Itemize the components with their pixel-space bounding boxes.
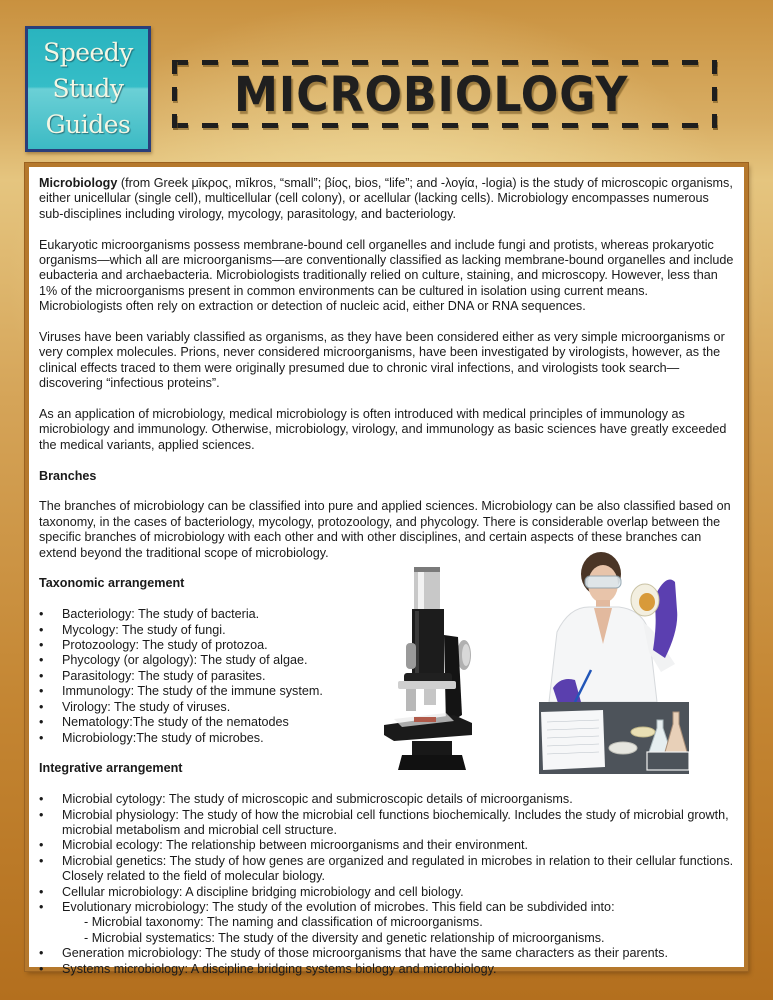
list-item: • Parasitology: The study of parasites. bbox=[39, 669, 734, 684]
scientist-image bbox=[539, 552, 689, 774]
content-panel bbox=[25, 163, 748, 976]
dashed-border-left bbox=[172, 60, 177, 128]
branches-heading: Branches bbox=[39, 468, 97, 483]
list-item: • Microbial cytology: The study of microscopic and submicroscopic details of microorganisms. bbox=[39, 792, 734, 807]
list-item: • Microbial physiology: The study of how the microbial cell functions biochemically. Includes the study of microbial growth, microbial metabolism and microbial cell structure. bbox=[39, 808, 734, 839]
intro-term: Microbiology bbox=[39, 176, 118, 190]
list-item: • Microbiology:The study of microbes. bbox=[39, 731, 734, 746]
logo-line-2: Study bbox=[52, 74, 124, 103]
list-item: • Evolutionary microbiology: The study of the evolution of microbes. This field can be subdivided into: bbox=[39, 900, 734, 915]
logo-line-1: Speedy bbox=[43, 38, 133, 67]
list-item: • Protozoology: The study of protozoa. bbox=[39, 638, 734, 653]
list-item: • Phycology (or algology): The study of algae. bbox=[39, 653, 734, 668]
speedy-study-guides-logo bbox=[25, 26, 151, 152]
list-item: • Mycology: The study of fungi. bbox=[39, 623, 734, 638]
title-banner bbox=[172, 60, 717, 128]
logo-line-3: Guides bbox=[45, 110, 131, 139]
list-item: • Nematology:The study of the nematodes bbox=[39, 715, 734, 730]
list-item: • Bacteriology: The study of bacteria. bbox=[39, 607, 734, 622]
list-item: • Immunology: The study of the immune system. bbox=[39, 684, 734, 699]
list-item: • Virology: The study of viruses. bbox=[39, 700, 734, 715]
sub-list-item: - Microbial systematics: The study of the diversity and genetic relationship of microorganisms. bbox=[84, 930, 605, 945]
paragraph-medical: As an application of microbiology, medical microbiology is often introduced with medical principles of immunology as microbiology and immunology. Otherwise, microbiology, virology, and immunology as basic sciences have greatly exceeded the medical variants, applied sciences. bbox=[39, 407, 727, 452]
integrative-heading: Integrative arrangement bbox=[39, 761, 183, 776]
paragraph-eukaryotic: Eukaryotic microorganisms possess membrane-bound cell organelles and include fungi and protists, whereas prokaryotic organisms—which all are microorganisms—are conventionally classified as lacking membrane-bound organelles and include eubacteria and archaebacteria. Microbiologists traditionally relied on culture, staining, and microscopy. However, less than 1% of the microorganisms present in common environments can be cultured in isolation using current means. Microbiologists often rely on extraction or detection of nucleic acid, either DNA or RNA sequences. bbox=[39, 237, 734, 314]
intro-text: (from Greek μῑκρος, mīkros, “small”; βίος, bios, “life”; and -λογία, -logia) is the study of microscopic organisms, either unicellular (single cell), multicellular (cell colony), or acellular (lacking cells). Microbiology encompasses numerous sub-disciplines including virology, mycology, parasitology, and bacteriology. bbox=[39, 176, 733, 221]
list-item: • Microbial genetics: The study of how genes are organized and regulated in microbes in relation to their cellular functions. Closely related to the field of molecular biology. bbox=[39, 854, 734, 885]
branches-paragraph: The branches of microbiology can be classified into pure and applied sciences. Microbiology can be also classified based on taxonomy, in the cases of bacteriology, mycology, protozoology, and phycology. There is considerable overlap between the specific branches of microbiology with each other and with other disciplines, and certain aspects of these branches can extend beyond the traditional scope of microbiology. bbox=[39, 499, 731, 560]
integrative-list bbox=[39, 792, 734, 977]
taxonomic-heading: Taxonomic arrangement bbox=[39, 576, 185, 591]
list-item: • Microbial ecology: The relationship between microorganisms and their environment. bbox=[39, 838, 734, 853]
page-title: MICROBIOLOGY bbox=[234, 67, 629, 123]
list-item: • Systems microbiology: A discipline bridging systems biology and microbiology. bbox=[39, 962, 734, 977]
list-item: • Cellular microbiology: A discipline bridging microbiology and cell biology. bbox=[39, 885, 734, 900]
paragraph-viruses: Viruses have been variably classified as organisms, as they have been considered either as very simple microorganisms or very complex molecules. Prions, never considered microorganisms, have been investigated by virologists, however, as the clinical effects traced to them were originally presumed due to chronic viral infections, and virologists took search—discovering “infectious proteins”. bbox=[39, 330, 725, 391]
dashed-border-bottom bbox=[172, 123, 717, 128]
list-item: • Generation microbiology: The study of those microorganisms that have the same characters as their parents. bbox=[39, 946, 734, 961]
dashed-border-top bbox=[172, 60, 717, 65]
microscope-image bbox=[384, 565, 494, 770]
dashed-border-right bbox=[712, 60, 717, 128]
intro-paragraph bbox=[39, 176, 734, 222]
sub-list-item: - Microbial taxonomy: The naming and classification of microorganisms. bbox=[84, 915, 483, 930]
